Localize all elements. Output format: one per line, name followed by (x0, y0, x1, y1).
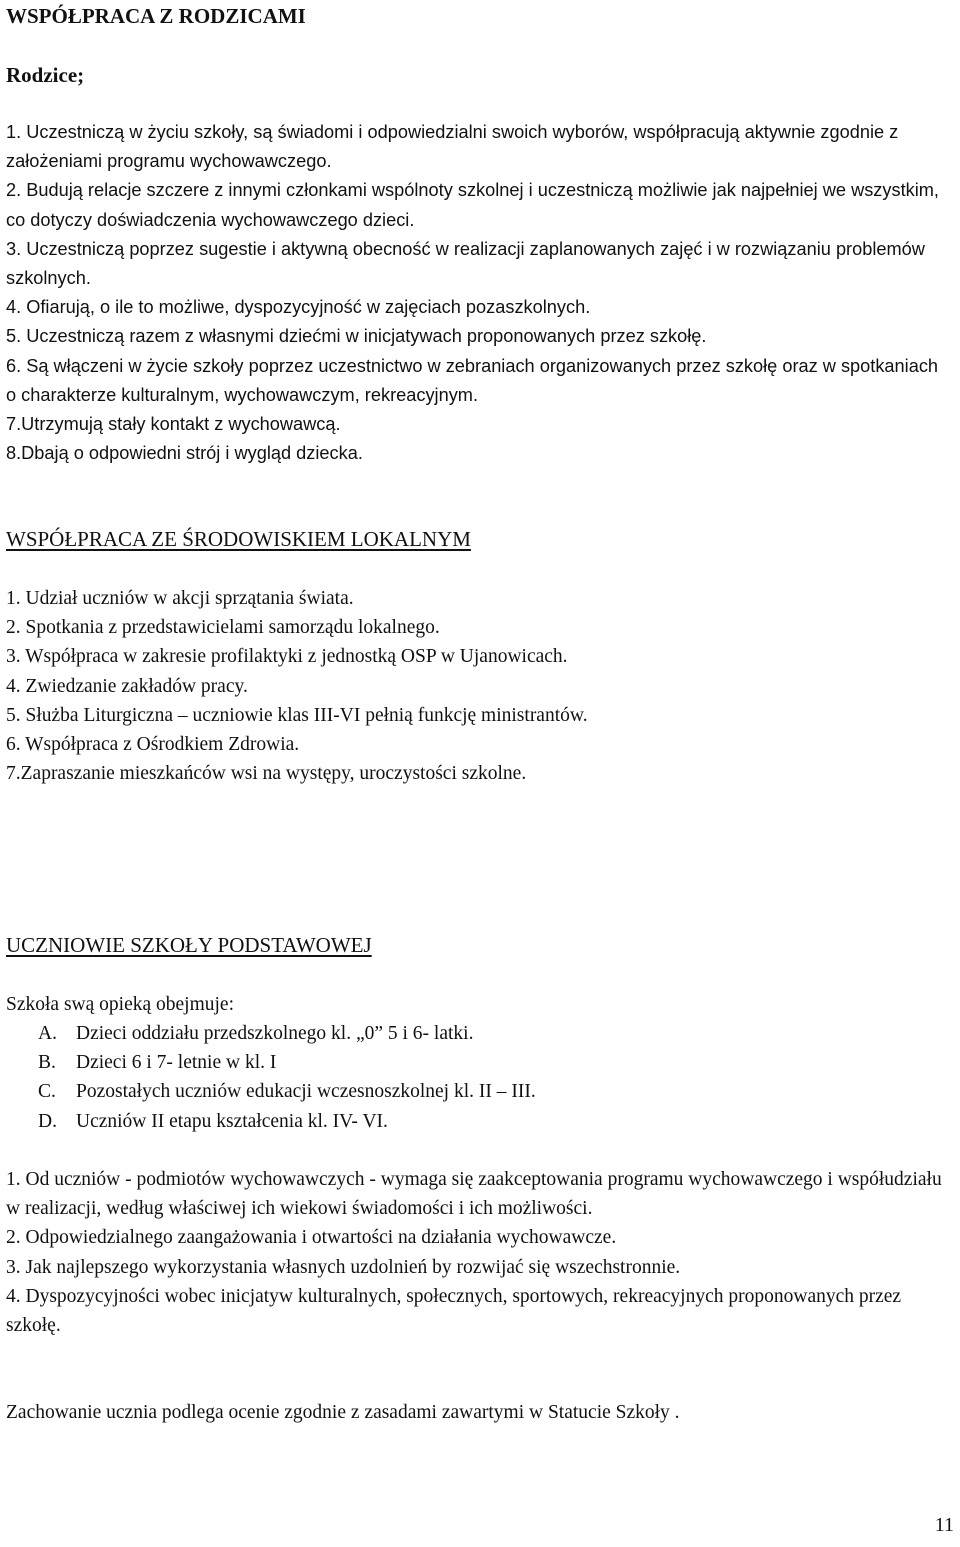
list-item: 5. Uczestniczą razem z własnymi dziećmi w inicjatywach proponowanych przez szkołę. (6, 326, 707, 347)
group-item (38, 1077, 536, 1106)
list-item: 1. Udział uczniów w akcji sprzątania świata. (6, 588, 354, 609)
list-item: 2. Budują relacje szczere z innymi członkami wspólnoty szkolnej i uczestniczą możliwie jak najpełniej we wszystkim, co dotyczy doświadczenia wychowawczego dzieci. (6, 180, 939, 230)
list-item: 3. Uczestniczą poprzez sugestie i aktywną obecność w realizacji zaplanowanych zajęć i w rozwiązaniu problemów szkolnych. (6, 238, 925, 289)
group-item (38, 1048, 536, 1077)
group-letter: A. (38, 1023, 57, 1044)
group-text: Dzieci oddziału przedszkolnego kl. „0” 5 i 6- latki. (76, 1023, 474, 1044)
students-list (6, 1165, 951, 1340)
group-text: Uczniów II etapu kształcenia kl. IV- VI. (76, 1110, 388, 1132)
group-letter: D. (38, 1110, 57, 1132)
group-text: Dzieci 6 i 7- letnie w kl. I (76, 1052, 277, 1074)
list-item: 7.Zapraszanie mieszkańców wsi na występy, uroczystości szkolne. (6, 763, 527, 785)
page-number: 11 (934, 1514, 954, 1536)
list-item: 2. Spotkania z przedstawicielami samorządu lokalnego. (6, 617, 440, 639)
list-item: 4. Zwiedzanie zakładów pracy. (6, 675, 248, 697)
group-letter: B. (38, 1052, 56, 1074)
list-item: 7.Utrzymują stały kontakt z wychowawcą. (6, 414, 341, 435)
group-letter: C. (38, 1081, 56, 1103)
section-heading-parents: WSPÓŁPRACA Z RODZICAMI (6, 4, 306, 28)
section-heading-local-community: WSPÓŁPRACA ZE ŚRODOWISKIEM LOKALNYM (6, 527, 471, 551)
list-item: 6. Współpraca z Ośrodkiem Zdrowia. (6, 734, 300, 756)
list-item: 8.Dbają o odpowiedni strój i wygląd dziecka. (6, 443, 363, 464)
list-item: 1. Uczestniczą w życiu szkoły, są świadomi i odpowiedzialni swoich wyborów, współpracują aktywnie zgodnie z założeniami programu wychowawczego. (6, 122, 899, 172)
list-item: 6. Są włączeni w życie szkoły poprzez uczestnictwo w zebraniach organizowanych przez szkołę oraz w spotkaniach o charakterze kulturalnym, wychowawczym, rekreacyjnym. (6, 355, 939, 405)
students-intro: Szkoła swą opieką obejmuje: (6, 994, 234, 1015)
list-item: 4. Ofiarują, o ile to możliwe, dyspozycyjność w zajęciach pozaszkolnych. (6, 297, 591, 318)
list-item: 5. Służba Liturgiczna – uczniowie klas III-VI pełnią funkcję ministrantów. (6, 704, 588, 726)
group-item (38, 1107, 536, 1136)
group-text: Pozostałych uczniów edukacji wczesnoszkolnej kl. II – III. (76, 1081, 536, 1103)
section-heading-students: UCZNIOWIE SZKOŁY PODSTAWOWEJ (6, 933, 372, 957)
subheading-parents: Rodzice; (6, 63, 85, 87)
student-groups-list (38, 1019, 536, 1136)
parents-list (6, 118, 951, 468)
list-item: 3. Jak najlepszego wykorzystania własnych uzdolnień by rozwijać się wszechstronnie. (6, 1256, 681, 1278)
group-item (38, 1019, 536, 1048)
closing-statement: Zachowanie ucznia podlega ocenie zgodnie z zasadami zawartymi w Statucie Szkoły . (6, 1402, 680, 1423)
list-item: 3. Współpraca w zakresie profilaktyki z jednostką OSP w Ujanowicach. (6, 646, 568, 668)
list-item: 4. Dyspozycyjności wobec inicjatyw kulturalnych, społecznych, sportowych, rekreacyjnych proponowanych przez szkołę. (6, 1285, 902, 1337)
list-item: 2. Odpowiedzialnego zaangażowania i otwartości na działania wychowawcze. (6, 1227, 617, 1249)
community-list (6, 584, 951, 788)
list-item: 1. Od uczniów - podmiotów wychowawczych - wymaga się zaakceptowania programu wychowawczego i współudziału w realizacji, według właściwej ich wiekowi świadomości i ich możliwości. (6, 1169, 942, 1220)
